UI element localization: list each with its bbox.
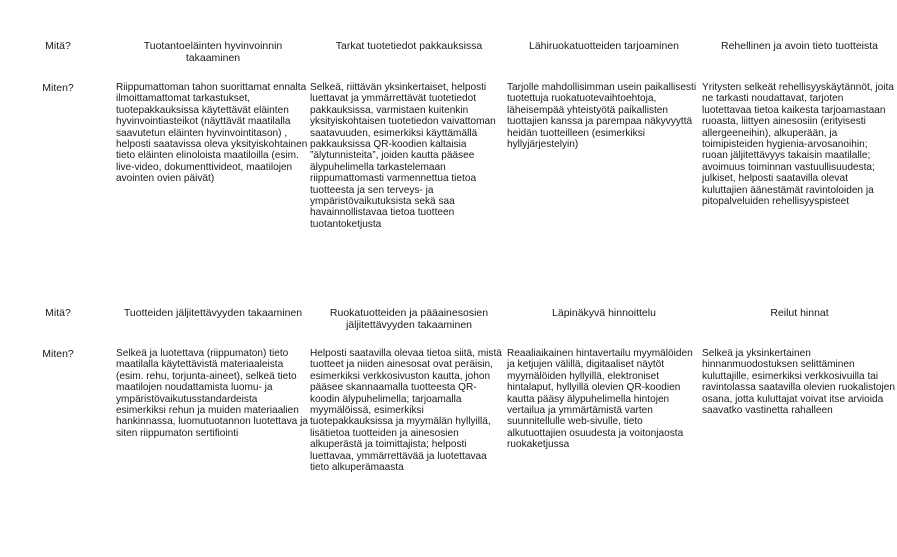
row2-header-ingredient-traceability: Ruokatuotteiden ja pääainesosien jäljitettävyyden takaaminen <box>329 307 489 332</box>
row1-header-product-info: Tarkat tuotetiedot pakkauksissa <box>335 40 483 52</box>
row2-how-label: Miten? <box>42 348 74 360</box>
row2-header-transparent-pricing: Läpinäkyvä hinnoittelu <box>552 307 656 319</box>
row2-header-traceability: Tuotteiden jäljitettävyyden takaaminen <box>123 307 303 319</box>
row1-cell-animal-welfare: Riippumattoman tahon suorittamat ennalta ilmoittamattomat tarkastukset, tuotepakkauksissa käytettävät eläinten hyvinvointiasteikot (näyttävät maatilalla saavutetun eläinten hyvinvointitason) , helposti saatavissa oleva yksityiskohtainen tieto eläinten elinoloista maatiloilla (esim. live-video, dokumenttivideot, maatilojen avointen ovien päivät) <box>116 82 308 185</box>
row2-cell-traceability: Selkeä ja luotettava (riippumaton) tieto maatilalla käytettävistä materiaaleista (esim. rehu, torjunta-aineet), selkeä tieto maatilojen noudattamista luomu- ja ympäristövaikutusstandardeista esimerkiksi rehun ja muiden materiaalien hankinnassa, luomutuotannon luotettava ja siten riippumaton sertifiointi <box>116 348 308 439</box>
row1-how-label: Miten? <box>42 82 74 94</box>
row1-cell-local-food: Tarjolle mahdollisimman usein paikallisesti tuotettuja ruokatuotevaihtoehtoja, läheisempää yhteistyötä paikallisten tuottajien kanssa ja parempaa näkyvyyttä heidän tuotteilleen (esimerkiksi hyllyjärjestelyin) <box>507 82 697 151</box>
row1-header-local-food: Lähiruokatuotteiden tarjoaminen <box>528 40 680 52</box>
row2-what-label: Mitä? <box>45 307 71 319</box>
row2-header-fair-prices: Reilut hinnat <box>770 307 829 319</box>
row1-header-honest-info: Rehellinen ja avoin tieto tuotteista <box>720 40 879 52</box>
row1-cell-honest-info: Yritysten selkeät rehellisyyskäytännöt, joita ne tarkasti noudattavat, tarjoten luotettavaa tietoa kaikesta tarjoamastaan ruoasta, liittyen ainesosiin (erityisesti allergeeneihin), alkuperään, ja toimipisteiden hygienia-arvosanoihin; ruoan jäljitettävyys takaisin maatilalle; avoimuus toiminnan vastuullisuudesta; julkiset, helposti saatavilla olevat kuluttajien äänestämät ravintoloiden ja pitopalveluiden rehellisyyspisteet <box>702 82 894 208</box>
row1-cell-product-info: Selkeä, riittävän yksinkertaiset, helposti luettavat ja ymmärrettävät tuotetiedot pakkauksissa, varmistaen kuitenkin yksityiskohtaisen tuotetiedon vaivattoman saatavuuden, esimerkiksi käyttämällä pakkauksissa QR-koodien kaltaisia ”älytunnisteita”, joiden kautta pääsee älypuhelimella tarkastelemaan riippumattomasti varmennettua tietoa tuotteesta ja sen terveys- ja ympäristövaikutuksista sekä saa havainnollistavaa tietoa tuotteen tuotantoketjusta <box>310 82 496 230</box>
row2-cell-ingredient-traceability: Helposti saatavilla olevaa tietoa siitä, mistä tuotteet ja niiden ainesosat ovat peräisin, esimerkiksi verkkosivuston kautta, johon pääsee skannaamalla tuotteesta QR-koodin älypuhelimella; tarjoamalla myymälöissä, esimerkiksi tuotepakkauksissa ja myymälän hyllyillä, lisätietoa tuotteiden ja ainesosien alkuperästä ja toimittajista; helposti luettavaa, ymmärrettävää ja luotettavaa tieto alkuperämaasta <box>310 348 502 474</box>
row2-cell-transparent-pricing: Reaaliaikainen hintavertailu myymälöiden ja ketjujen välillä, digitaaliset näytöt myymälöiden hyllyillä, elektroniset hintalaput, hyllyillä olevien QR-koodien kautta pääsy älypuhelimella hintojen vertailua ja ymmärtämistä varten suunnitellulle web-sivulle, tieto alkutuottajien osuudesta ja voitonjaosta ruokaketjussa <box>507 348 693 451</box>
row1-what-label: Mitä? <box>45 40 71 52</box>
row2-cell-fair-prices: Selkeä ja yksinkertainen hinnanmuodostuksen selittäminen kuluttajille, esimerkiksi verkkosivuilla tai ravintolassa saatavilla olevien ruokalistojen osana, jotta kuluttajat voivat itse arvioida saavatko vastinetta rahalleen <box>702 348 896 417</box>
row1-header-animal-welfare: Tuotantoeläinten hyvinvoinnin takaaminen <box>143 40 283 65</box>
